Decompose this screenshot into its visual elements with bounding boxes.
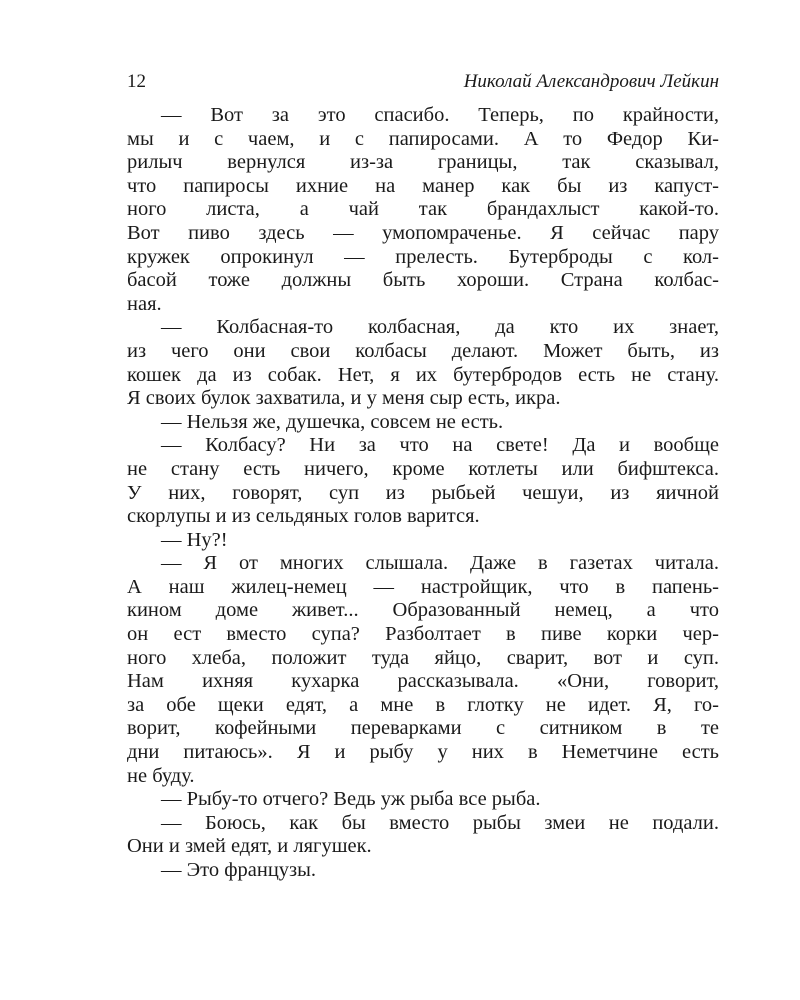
text-line: Нам ихняя кухарка рассказывала. «Они, говорит, [127, 670, 719, 693]
author-name: Николай Александрович Лейкин [463, 71, 719, 92]
running-head [127, 70, 719, 104]
text-line: скорлупы и из сельдяных голов варится. [127, 505, 480, 528]
text-line: ного хлеба, положит туда яйцо, сварит, вот и суп. [127, 646, 719, 669]
text-line: — Боюсь, как бы вместо рыбы змеи не подали. [161, 811, 719, 834]
text-line: кружек опрокинул — прелесть. Бутерброды с кол- [127, 245, 719, 268]
text-line: он ест вместо супа? Разболтает в пиве корки чер- [127, 623, 719, 646]
text-line: У них, говорят, суп из рыбьей чешуи, из яичной [127, 481, 719, 504]
text-line: Вот пиво здесь — умопомраченье. Я сейчас пару [127, 221, 719, 244]
book-page [127, 70, 719, 883]
text-line: ная. [127, 292, 162, 315]
text-line: Они и змей едят, и лягушек. [127, 835, 372, 858]
text-line: дни питаюсь». Я и рыбу у них в Неметчине есть [127, 741, 719, 764]
text-line: — Колбасу? Ни за что на свете! Да и вообще [161, 434, 719, 457]
text-line: кошек да из собак. Нет, я их бутербродов есть не стану. [127, 363, 719, 386]
text-line: — Рыбу-то отчего? Ведь уж рыба все рыба. [161, 788, 541, 811]
text-line: кином доме живет... Образованный немец, а что [127, 599, 719, 622]
page-number: 12 [127, 71, 146, 92]
text-line: из чего они свои колбасы делают. Может быть, из [127, 339, 719, 362]
text-line: не стану есть ничего, кроме котлеты или бифштекса. [127, 457, 719, 480]
text-line: рилыч вернулся из-за границы, так сказывал, [127, 151, 719, 174]
text-line: басой тоже должны быть хороши. Страна колбас- [127, 269, 719, 292]
text-line: — Вот за это спасибо. Теперь, по крайности, [161, 104, 719, 126]
text-line: — Это французы. [161, 859, 317, 881]
text-line: за обе щеки едят, а мне в глотку не идет. Я, го- [127, 693, 719, 716]
text-line: Я своих булок захватила, и у меня сыр есть, икра. [127, 387, 561, 410]
text-line: — Ну?! [161, 528, 228, 551]
text-line: ворит, кофейными переварками с ситником в те [127, 717, 719, 740]
text-line: ного листа, а чай так брандахлыст какой-то. [127, 198, 719, 221]
text-line: — Нельзя же, душечка, совсем не есть. [161, 410, 504, 433]
text-line: не буду. [127, 764, 195, 787]
text-line: А наш жилец-немец — настройщик, что в папень- [127, 575, 719, 598]
body-text [127, 104, 719, 883]
text-line: — Я от многих слышала. Даже в газетах читала. [161, 552, 719, 575]
text-line: что папиросы ихние на манер как бы из капуст- [127, 174, 719, 197]
text-line: — Колбасная-то колбасная, да кто их знает, [161, 316, 719, 339]
text-line: мы и с чаем, и с папиросами. А то Федор Ки- [127, 127, 719, 150]
